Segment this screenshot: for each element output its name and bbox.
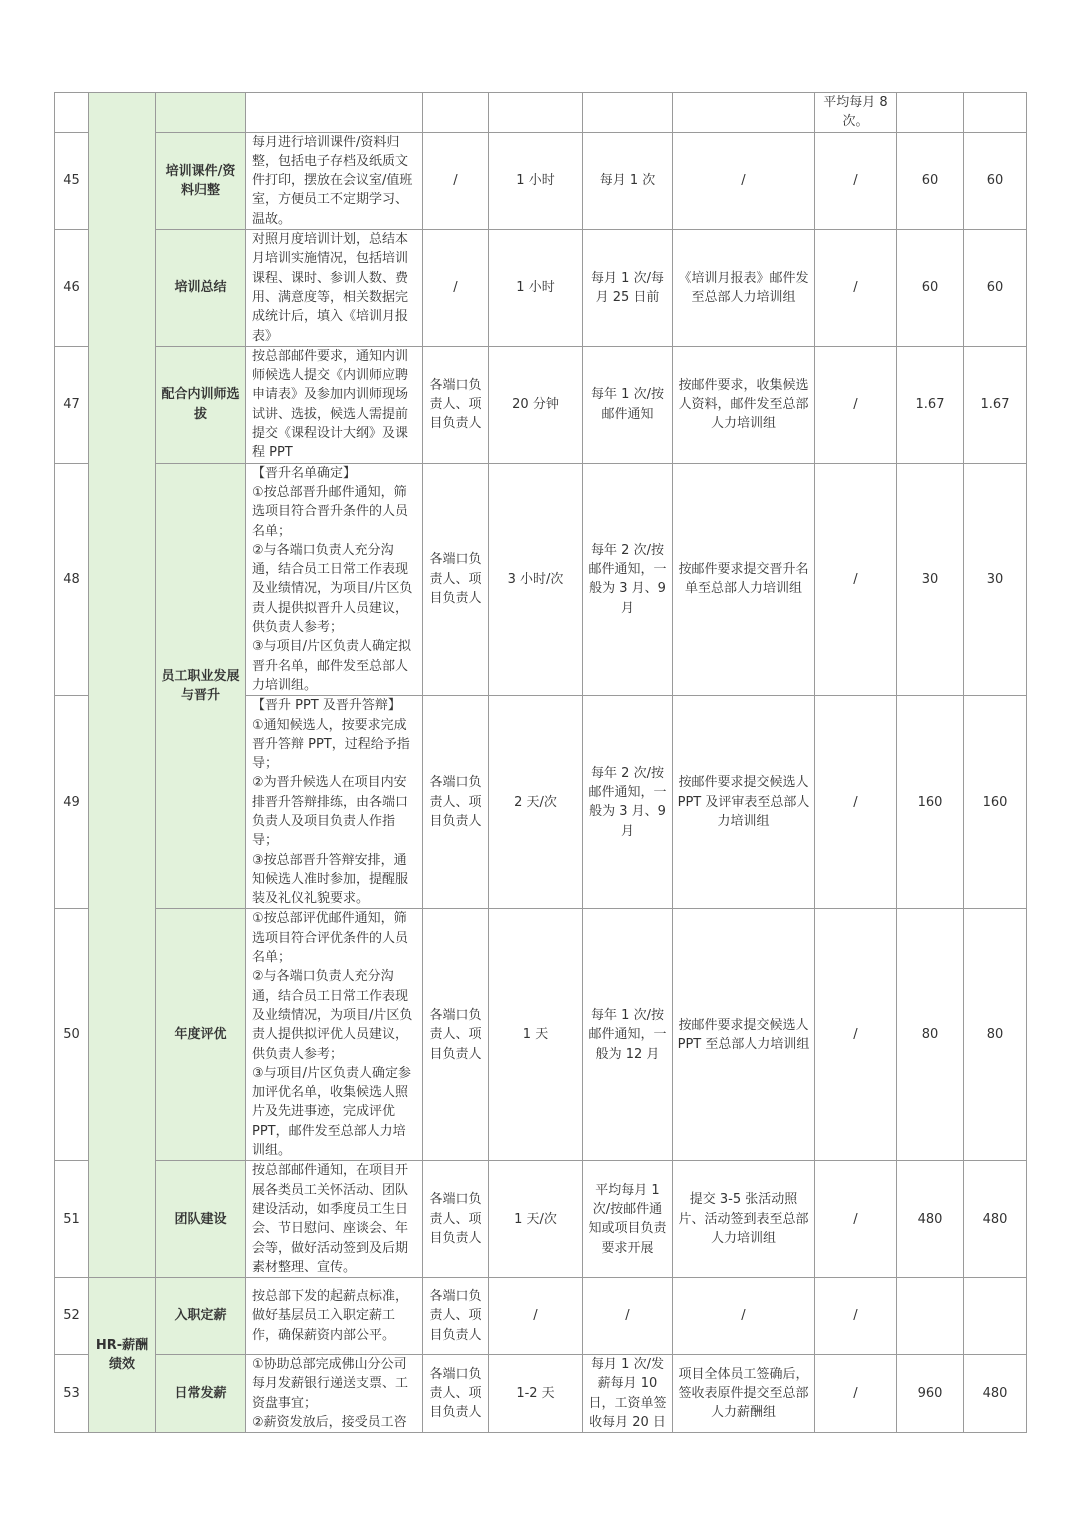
cell-item: 员工职业发展与晋升 bbox=[156, 463, 246, 909]
cell-time: 1 天 bbox=[489, 909, 583, 1161]
cell-freq: / bbox=[583, 1278, 673, 1355]
cell-freq: 每年 2 次/按邮件通知，一般为 3 月、9 月 bbox=[583, 696, 673, 909]
cell-extra: / bbox=[815, 132, 897, 229]
cell-no: 46 bbox=[55, 230, 89, 347]
cell-no bbox=[55, 93, 89, 133]
cell-v2: 30 bbox=[964, 463, 1027, 696]
cell-v2: 480 bbox=[964, 1161, 1027, 1278]
cell-item: 年度评优 bbox=[156, 909, 246, 1161]
table-row bbox=[55, 1355, 1027, 1433]
cell-time: 1-2 天 bbox=[489, 1355, 583, 1433]
table-row bbox=[55, 230, 1027, 347]
cell-note: 平均每月 8 次。 bbox=[815, 93, 897, 133]
cell-desc: 按总部下发的起薪点标准，做好基层员工入职定薪工作，确保薪资内部公平。 bbox=[246, 1278, 423, 1355]
cell-v1 bbox=[897, 93, 964, 133]
cell-v1: 80 bbox=[897, 909, 964, 1161]
cell-extra: / bbox=[815, 696, 897, 909]
cell-v2: 80 bbox=[964, 909, 1027, 1161]
cell-extra: / bbox=[815, 463, 897, 696]
cell-role: 各端口负责人、项目负责人 bbox=[423, 696, 489, 909]
cell-desc: 按总部邮件要求，通知内训师候选人提交《内训师应聘申请表》及参加内训师现场试讲、选拔，候选人需提前提交《课程设计大纲》及课程 PPT bbox=[246, 346, 423, 463]
cell-desc: 对照月度培训计划，总结本月培训实施情况，包括培训课程、课时、参训人数、费用、满意度等，相关数据完成统计后，填入《培训月报表》 bbox=[246, 230, 423, 347]
cell-v1 bbox=[897, 1278, 964, 1355]
cell-desc: 【晋升 PPT 及晋升答辩】 ①通知候选人，按要求完成晋升答辩 PPT，过程给予指导； ②为晋升候选人在项目内安排晋升答辩排练，由各端口负责人及项目负责人作指导； ③按总部晋升答辩安排，通知候选人准时参加，提醒服装及礼仪礼貌要求。 bbox=[246, 696, 423, 909]
cell-time: 3 小时/次 bbox=[489, 463, 583, 696]
cell-item bbox=[156, 93, 246, 133]
cell-extra: / bbox=[815, 909, 897, 1161]
cell-role: 各端口负责人、项目负责人 bbox=[423, 346, 489, 463]
table-row bbox=[55, 909, 1027, 1161]
cell-extra: / bbox=[815, 1278, 897, 1355]
cell-freq: 每年 1 次/按邮件通知，一般为 12 月 bbox=[583, 909, 673, 1161]
cell-v2 bbox=[964, 1278, 1027, 1355]
cell-freq: 每年 2 次/按邮件通知，一般为 3 月、9 月 bbox=[583, 463, 673, 696]
cell-output: 按邮件要求提交晋升名单至总部人力培训组 bbox=[673, 463, 815, 696]
table-row bbox=[55, 93, 1027, 133]
cell-v1: 30 bbox=[897, 463, 964, 696]
table-row bbox=[55, 463, 1027, 696]
cell-output: 项目全体员工签确后，签收表原件提交至总部人力薪酬组 bbox=[673, 1355, 815, 1433]
cell-desc: ①按总部评优邮件通知，筛选项目符合评优条件的人员名单； ②与各端口负责人充分沟通，结合员工日常工作表现及业绩情况，为项目/片区负责人提供拟评优人员建议，供负责人参考； ③与项目/片区负责人确定参加评优名单，收集候选人照片及先进事迹，完成评优PPT，邮件发至总部人力培训组。 bbox=[246, 909, 423, 1161]
cell-role: / bbox=[423, 132, 489, 229]
cell-output: 提交 3-5 张活动照片、活动签到表至总部人力培训组 bbox=[673, 1161, 815, 1278]
cell-no: 51 bbox=[55, 1161, 89, 1278]
cell-time bbox=[489, 93, 583, 133]
cell-extra: / bbox=[815, 346, 897, 463]
cell-v1: 1.67 bbox=[897, 346, 964, 463]
cell-output: / bbox=[673, 1278, 815, 1355]
cell-time: 1 天/次 bbox=[489, 1161, 583, 1278]
cell-role: 各端口负责人、项目负责人 bbox=[423, 463, 489, 696]
cell-time: 20 分钟 bbox=[489, 346, 583, 463]
cell-v2 bbox=[964, 93, 1027, 133]
cell-time: 2 天/次 bbox=[489, 696, 583, 909]
cell-v1: 160 bbox=[897, 696, 964, 909]
cell-no: 49 bbox=[55, 696, 89, 909]
cell-role: 各端口负责人、项目负责人 bbox=[423, 1278, 489, 1355]
category-cell bbox=[89, 93, 156, 1278]
cell-desc: 每月进行培训课件/资料归整，包括电子存档及纸质文件打印，摆放在会议室/值班室，方便员工不定期学习、温故。 bbox=[246, 132, 423, 229]
cell-no: 47 bbox=[55, 346, 89, 463]
cell-time: / bbox=[489, 1278, 583, 1355]
cell-v1: 960 bbox=[897, 1355, 964, 1433]
cell-v1: 60 bbox=[897, 132, 964, 229]
cell-item: 团队建设 bbox=[156, 1161, 246, 1278]
table-row bbox=[55, 346, 1027, 463]
cell-output bbox=[673, 93, 815, 133]
cell-item: 培训课件/资料归整 bbox=[156, 132, 246, 229]
cell-output: 《培训月报表》邮件发至总部人力培训组 bbox=[673, 230, 815, 347]
cell-v2: 60 bbox=[964, 230, 1027, 347]
cell-output: 按邮件要求提交候选人 PPT 至总部人力培训组 bbox=[673, 909, 815, 1161]
cell-output: / bbox=[673, 132, 815, 229]
cell-role bbox=[423, 93, 489, 133]
cell-freq: 每月 1 次 bbox=[583, 132, 673, 229]
cell-desc bbox=[246, 93, 423, 133]
cell-extra: / bbox=[815, 230, 897, 347]
task-table bbox=[54, 92, 1027, 1433]
cell-time: 1 小时 bbox=[489, 132, 583, 229]
cell-freq: 平均每月 1 次/按邮件通知或项目负责要求开展 bbox=[583, 1161, 673, 1278]
cell-v1: 60 bbox=[897, 230, 964, 347]
cell-role: 各端口负责人、项目负责人 bbox=[423, 1161, 489, 1278]
cell-role: / bbox=[423, 230, 489, 347]
cell-v2: 1.67 bbox=[964, 346, 1027, 463]
cell-freq bbox=[583, 93, 673, 133]
table-row bbox=[55, 1278, 1027, 1355]
cell-desc: ①协助总部完成佛山分公司每月发薪银行递送支票、工资盘事宜； ②薪资发放后，接受员工咨 bbox=[246, 1355, 423, 1433]
cell-no: 52 bbox=[55, 1278, 89, 1355]
cell-v1: 480 bbox=[897, 1161, 964, 1278]
cell-v2: 60 bbox=[964, 132, 1027, 229]
cell-no: 53 bbox=[55, 1355, 89, 1433]
cell-item: 配合内训师选拔 bbox=[156, 346, 246, 463]
cell-no: 48 bbox=[55, 463, 89, 696]
cell-role: 各端口负责人、项目负责人 bbox=[423, 1355, 489, 1433]
cell-freq: 每年 1 次/按邮件通知 bbox=[583, 346, 673, 463]
cell-output: 按邮件要求，收集候选人资料，邮件发至总部人力培训组 bbox=[673, 346, 815, 463]
cell-desc: 按总部邮件通知，在项目开展各类员工关怀活动、团队建设活动，如季度员工生日会、节日慰问、座谈会、年会等，做好活动签到及后期素材整理、宣传。 bbox=[246, 1161, 423, 1278]
table-row bbox=[55, 1161, 1027, 1278]
category-cell: HR-薪酬绩效 bbox=[89, 1278, 156, 1433]
cell-item: 培训总结 bbox=[156, 230, 246, 347]
cell-time: 1 小时 bbox=[489, 230, 583, 347]
cell-v2: 480 bbox=[964, 1355, 1027, 1433]
cell-item: 入职定薪 bbox=[156, 1278, 246, 1355]
cell-role: 各端口负责人、项目负责人 bbox=[423, 909, 489, 1161]
cell-freq: 每月 1 次/每月 25 日前 bbox=[583, 230, 673, 347]
cell-item: 日常发薪 bbox=[156, 1355, 246, 1433]
cell-no: 50 bbox=[55, 909, 89, 1161]
cell-freq: 每月 1 次/发薪每月 10 日，工资单签收每月 20 日 bbox=[583, 1355, 673, 1433]
cell-extra: / bbox=[815, 1355, 897, 1433]
table-row bbox=[55, 132, 1027, 229]
cell-no: 45 bbox=[55, 132, 89, 229]
cell-desc: 【晋升名单确定】 ①按总部晋升邮件通知，筛选项目符合晋升条件的人员名单； ②与各端口负责人充分沟通，结合员工日常工作表现及业绩情况，为项目/片区负责人提供拟晋升人员建议，供负责人参考； ③与项目/片区负责人确定拟晋升名单，邮件发至总部人力培训组。 bbox=[246, 463, 423, 696]
cell-extra: / bbox=[815, 1161, 897, 1278]
cell-v2: 160 bbox=[964, 696, 1027, 909]
cell-output: 按邮件要求提交候选人 PPT 及评审表至总部人力培训组 bbox=[673, 696, 815, 909]
